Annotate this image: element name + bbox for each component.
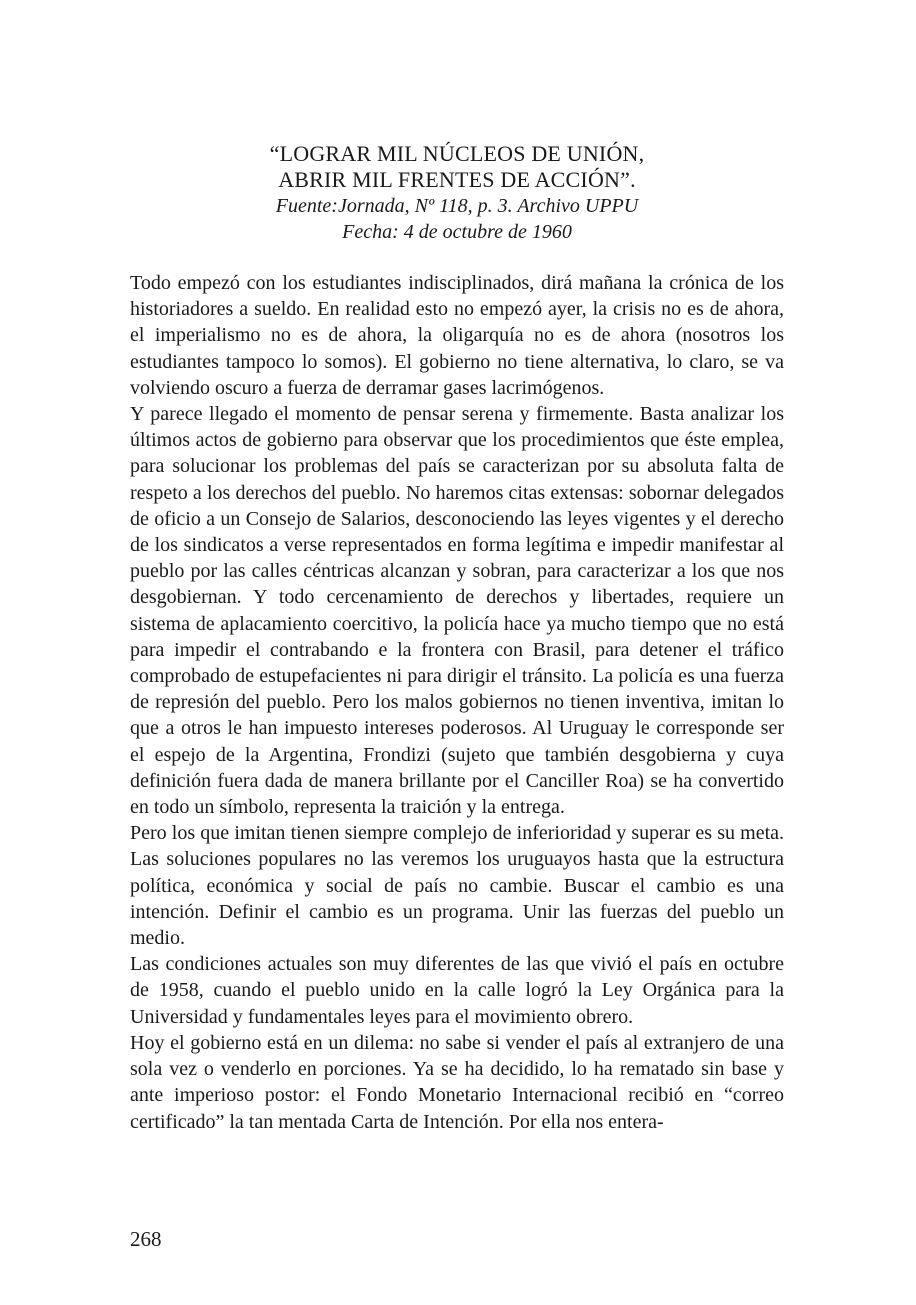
article-title-line-1: “LOGRAR MIL NÚCLEOS DE UNIÓN, (269, 141, 645, 166)
page-number: 268 (130, 1227, 162, 1251)
article-body (130, 270, 784, 1135)
article-header (130, 141, 784, 245)
body-paragraph: Todo empezó con los estudiantes indisciplinados, dirá mañana la crónica de los historiadores a sueldo. En realidad esto no empezó ayer, la crisis no es de ahora, el imperialismo no es de ahora, la oligarquía no es de ahora (nosotros los estudiantes tampoco lo somos). El gobierno no tiene alternativa, lo claro, se va volviendo oscuro a fuerza de derramar gases lacrimógenos. (130, 272, 784, 399)
article-date: Fecha: 4 de octubre de 1960 (342, 221, 572, 243)
body-paragraph: Hoy el gobierno está en un dilema: no sabe si vender el país al extranjero de una sola vez o venderlo en porciones. Ya se ha decidido, lo ha rematado sin base y ante imperioso postor: el Fondo Monetario Internacional recibió en “correo certificado” la tan mentada Carta de Intención. Por ella nos entera- (130, 1031, 784, 1133)
article-source: Fuente:Jornada, Nº 118, p. 3. Archivo UPPU (275, 195, 639, 217)
body-paragraph: Y parece llegado el momento de pensar serena y firmemente. Basta analizar los últimos actos de gobierno para observar que los procedimientos que éste emplea, para solucionar los problemas del país se caracterizan por su absoluta falta de respeto a los derechos del pueblo. No haremos citas extensas: sobornar delegados de oficio a un Consejo de Salarios, desconociendo las leyes vigentes y el derecho de los sindicatos a verse representados en forma legítima e impedir manifestar al pueblo por las calles céntricas alcanzan y sobran, para caracterizar a los que nos desgobiernan. Y todo cercenamiento de derechos y libertades, requiere un sistema de aplacamiento coercitivo, la policía hace ya mucho tiempo que no está para impedir el contrabando e la frontera con Brasil, para detener el tráfico comprobado de estupefacientes ni para dirigir el tránsito. La policía es una fuerza de represión del pueblo. Pero los malos gobiernos no tienen inventiva, imitan lo que a otros le han impuesto intereses poderosos. Al Uruguay le corresponde ser el espejo de la Argentina, Frondizi (sujeto que también desgobierna y cuya definición fuera dada de manera brillante por el Canciller Roa) se ha convertido en todo un símbolo, representa la traición y la entrega. (130, 403, 784, 819)
article-title-line-2: ABRIR MIL FRENTES DE ACCIÓN”. (278, 167, 636, 192)
body-paragraph: Pero los que imitan tienen siempre complejo de inferioridad y superar es su meta. Las soluciones populares no las veremos los uruguayos hasta que la estructura política, económica y social de país no cambie. Buscar el cambio es una intención. Definir el cambio es un programa. Unir las fuerzas del pueblo un medio. (130, 822, 784, 950)
body-paragraph: Las condiciones actuales son muy diferentes de las que vivió el país en octubre de 1958, cuando el pueblo unido en la calle logró la Ley Orgánica para la Universidad y fundamentales leyes para el movimiento obrero. (130, 953, 784, 1028)
